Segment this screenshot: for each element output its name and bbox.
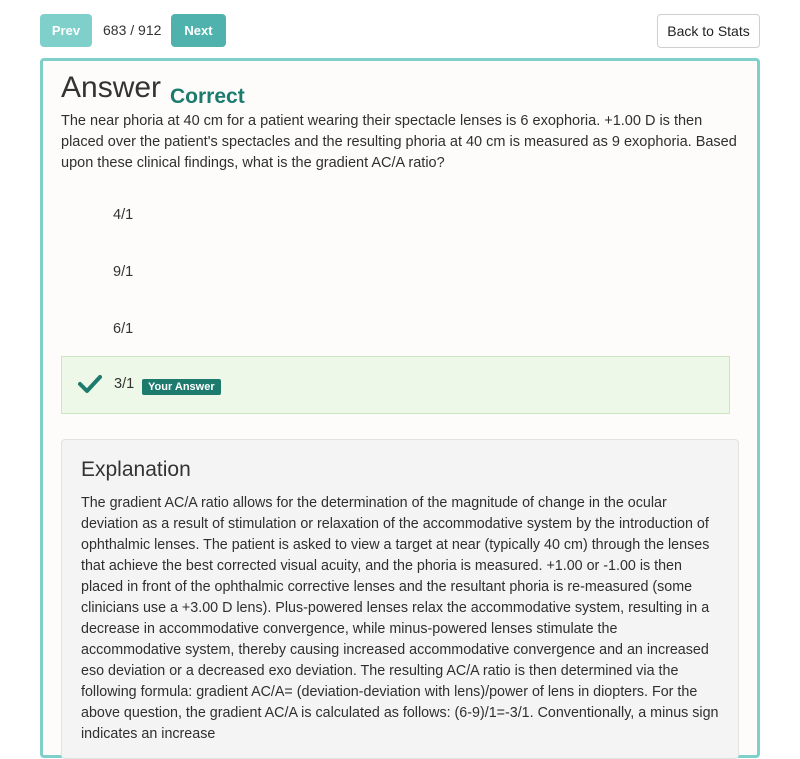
top-navigation xyxy=(40,14,760,48)
option-label: 6/1 xyxy=(113,321,134,337)
explanation-title: Explanation xyxy=(81,458,191,481)
explanation-panel xyxy=(61,439,739,759)
explanation-text: The gradient AC/A ratio allows for the determination of the magnitude of change in the ocular deviation as a result of stimulation or relaxation of the accommodative system by the introduction of ophthalmic lenses. The patient is asked to view a target at near (typically 40 cm) through the lenses that achieve the best corrected visual acuity, and the phoria is measured. +1.00 or -1.00 is then placed in front of the ophthalmic corrective lenses and the resultant phoria is re-measured (some clinicians use a +3.00 D lens). Plus-powered lenses relax the accommodative system, resulting in a decrease in accommodative convergence, while minus-powered lenses stimulate the accommodative system, thereby causing increased accommodative convergence and an increased eso deviation or a decreased exo deviation. The resulting AC/A ratio is then determined via the following formula: gradient AC/A= (deviation-deviation with lens)/power of lens in diopters. For the above question, the gradient AC/A is calculated as follows: (6-9)/1=-3/1. Conventionally, a minus sign indicates an increase xyxy=(81,495,719,742)
answer-option[interactable] xyxy=(61,302,730,360)
option-label: 4/1 xyxy=(113,207,134,223)
correct-status: Correct xyxy=(170,85,245,108)
question-text: The near phoria at 40 cm for a patient wearing their spectacle lenses is 6 exophoria. +1.00 D is then placed over the patient's spectacles and the resulting phoria at 40 cm is measured as 9 exophoria. Based upon these clinical findings, what is the gradient AC/A ratio? xyxy=(61,113,737,171)
your-answer-badge: Your Answer xyxy=(142,379,221,395)
answer-option-selected[interactable] xyxy=(61,356,730,414)
option-label: 9/1 xyxy=(113,264,134,280)
answer-card xyxy=(40,58,760,758)
answer-option[interactable] xyxy=(61,245,730,303)
answer-title: Answer xyxy=(61,71,162,104)
back-to-stats-button[interactable]: Back to Stats xyxy=(657,14,760,48)
answer-option[interactable] xyxy=(61,188,730,246)
next-button[interactable]: Next xyxy=(171,14,226,47)
check-icon xyxy=(78,374,102,394)
option-label: 3/1 xyxy=(114,376,135,392)
prev-button[interactable]: Prev xyxy=(40,14,92,47)
question-counter: 683 / 912 xyxy=(103,22,162,38)
